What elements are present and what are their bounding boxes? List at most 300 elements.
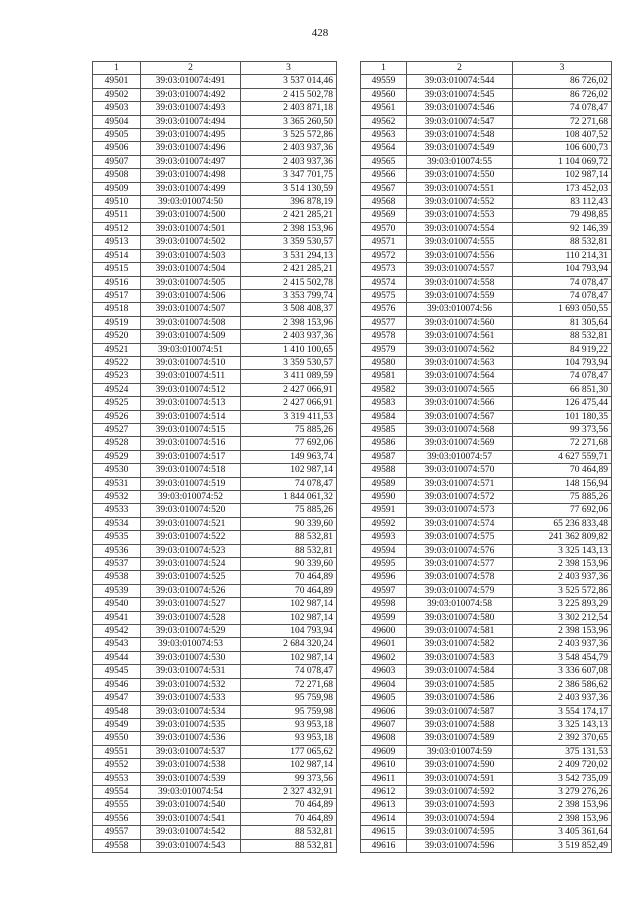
column-number-row	[361, 62, 612, 75]
column-number: 2	[407, 62, 513, 75]
table-row	[361, 356, 612, 369]
table-row	[361, 598, 612, 611]
table-row	[93, 799, 337, 812]
row-number: 49566	[361, 169, 407, 182]
table-row	[361, 491, 612, 504]
row-number: 49570	[361, 222, 407, 235]
cadastral-number: 39:03:010074:522	[141, 531, 241, 544]
cadastral-value: 3 411 089,59	[241, 370, 337, 383]
cadastral-value: 3 336 607,08	[513, 665, 612, 678]
cadastral-number: 39:03:010074:577	[407, 558, 513, 571]
cadastral-number: 39:03:010074:541	[141, 812, 241, 825]
row-number: 49562	[361, 115, 407, 128]
cadastral-number: 39:03:010074:512	[141, 383, 241, 396]
cadastral-number: 39:03:010074:534	[141, 705, 241, 718]
cadastral-value: 3 347 701,75	[241, 169, 337, 182]
cadastral-number: 39:03:010074:575	[407, 531, 513, 544]
cadastral-number: 39:03:010074:579	[407, 584, 513, 597]
row-number: 49575	[361, 289, 407, 302]
cadastral-value: 84 919,22	[513, 343, 612, 356]
row-number: 49564	[361, 142, 407, 155]
cadastral-number: 39:03:010074:537	[141, 745, 241, 758]
row-number: 49513	[93, 236, 141, 249]
table-row	[361, 785, 612, 798]
row-number: 49511	[93, 209, 141, 222]
row-number: 49519	[93, 316, 141, 329]
cadastral-number: 39:03:010074:535	[141, 718, 241, 731]
cadastral-number: 39:03:010074:588	[407, 718, 513, 731]
cadastral-value: 75 885,26	[513, 491, 612, 504]
row-number: 49573	[361, 263, 407, 276]
cadastral-value: 79 498,85	[513, 209, 612, 222]
cadastral-number: 39:03:010074:503	[141, 249, 241, 262]
row-number: 49609	[361, 745, 407, 758]
cadastral-number: 39:03:010074:540	[141, 799, 241, 812]
cadastral-value: 70 464,89	[241, 812, 337, 825]
cadastral-value: 81 305,64	[513, 316, 612, 329]
cadastral-value: 88 532,81	[241, 826, 337, 839]
table-row	[361, 236, 612, 249]
cadastral-number: 39:03:010074:538	[141, 759, 241, 772]
cadastral-number: 39:03:010074:55	[407, 155, 513, 168]
cadastral-number: 39:03:010074:529	[141, 625, 241, 638]
row-number: 49590	[361, 491, 407, 504]
cadastral-number: 39:03:010074:589	[407, 732, 513, 745]
table-row	[361, 75, 612, 88]
cadastral-value: 2 403 937,36	[241, 142, 337, 155]
cadastral-value: 104 793,94	[513, 356, 612, 369]
row-number: 49531	[93, 477, 141, 490]
row-number: 49567	[361, 182, 407, 195]
cadastral-number: 39:03:010074:50	[141, 196, 241, 209]
row-number: 49518	[93, 303, 141, 316]
row-number: 49547	[93, 692, 141, 705]
table-row	[93, 423, 337, 436]
cadastral-value: 2 398 153,96	[241, 316, 337, 329]
row-number: 49578	[361, 330, 407, 343]
row-number: 49506	[93, 142, 141, 155]
row-number: 49580	[361, 356, 407, 369]
cadastral-number: 39:03:010074:572	[407, 491, 513, 504]
table-row	[361, 759, 612, 772]
cadastral-value: 3 279 276,26	[513, 785, 612, 798]
cadastral-value: 2 398 153,96	[513, 812, 612, 825]
row-number: 49533	[93, 504, 141, 517]
cadastral-value: 75 885,26	[241, 504, 337, 517]
table-row	[361, 772, 612, 785]
cadastral-value: 3 325 143,13	[513, 544, 612, 557]
row-number: 49524	[93, 383, 141, 396]
cadastral-number: 39:03:010074:510	[141, 356, 241, 369]
row-number: 49530	[93, 464, 141, 477]
row-number: 49588	[361, 464, 407, 477]
row-number: 49556	[93, 812, 141, 825]
cadastral-value: 2 427 066,91	[241, 383, 337, 396]
cadastral-number: 39:03:010074:513	[141, 397, 241, 410]
cadastral-number: 39:03:010074:571	[407, 477, 513, 490]
table-row	[93, 611, 337, 624]
table-row	[361, 102, 612, 115]
cadastral-number: 39:03:010074:539	[141, 772, 241, 785]
table-row	[361, 343, 612, 356]
table-row	[361, 745, 612, 758]
row-number: 49585	[361, 423, 407, 436]
table-row	[93, 638, 337, 651]
cadastral-number: 39:03:010074:546	[407, 102, 513, 115]
cadastral-value: 102 987,14	[513, 169, 612, 182]
cadastral-number: 39:03:010074:585	[407, 678, 513, 691]
cadastral-value: 2 392 370,65	[513, 732, 612, 745]
table-row	[361, 383, 612, 396]
cadastral-number: 39:03:010074:594	[407, 812, 513, 825]
cadastral-value: 90 339,60	[241, 517, 337, 530]
cadastral-value: 3 325 143,13	[513, 718, 612, 731]
table-row	[93, 705, 337, 718]
cadastral-value: 74 078,47	[241, 665, 337, 678]
row-number: 49546	[93, 678, 141, 691]
row-number: 49528	[93, 437, 141, 450]
cadastral-number: 39:03:010074:553	[407, 209, 513, 222]
row-number: 49539	[93, 584, 141, 597]
row-number: 49527	[93, 423, 141, 436]
cadastral-number: 39:03:010074:582	[407, 638, 513, 651]
table-row	[361, 625, 612, 638]
cadastral-value: 3 302 212,54	[513, 611, 612, 624]
row-number: 49543	[93, 638, 141, 651]
table-row	[93, 289, 337, 302]
cadastral-value: 2 415 502,78	[241, 276, 337, 289]
row-number: 49520	[93, 330, 141, 343]
table-row	[361, 705, 612, 718]
row-number: 49548	[93, 705, 141, 718]
table-row	[361, 142, 612, 155]
cadastral-value: 173 452,03	[513, 182, 612, 195]
cadastral-number: 39:03:010074:511	[141, 370, 241, 383]
row-number: 49549	[93, 718, 141, 731]
row-number: 49602	[361, 651, 407, 664]
cadastral-value: 74 078,47	[513, 102, 612, 115]
cadastral-number: 39:03:010074:492	[141, 88, 241, 101]
row-number: 49510	[93, 196, 141, 209]
cadastral-value: 86 726,02	[513, 88, 612, 101]
cadastral-value: 110 214,31	[513, 249, 612, 262]
cadastral-number: 39:03:010074:567	[407, 410, 513, 423]
cadastral-number: 39:03:010074:558	[407, 276, 513, 289]
table-row	[93, 826, 337, 839]
table-row	[93, 692, 337, 705]
cadastral-value: 95 759,98	[241, 692, 337, 705]
cadastral-number: 39:03:010074:53	[141, 638, 241, 651]
cadastral-number: 39:03:010074:552	[407, 196, 513, 209]
row-number: 49501	[93, 75, 141, 88]
cadastral-number: 39:03:010074:570	[407, 464, 513, 477]
row-number: 49512	[93, 222, 141, 235]
table-row	[361, 397, 612, 410]
cadastral-value: 2 403 937,36	[513, 692, 612, 705]
cadastral-number: 39:03:010074:497	[141, 155, 241, 168]
cadastral-number: 39:03:010074:520	[141, 504, 241, 517]
cadastral-number: 39:03:010074:531	[141, 665, 241, 678]
row-number: 49521	[93, 343, 141, 356]
cadastral-value: 3 353 799,74	[241, 289, 337, 302]
cadastral-value: 3 514 130,59	[241, 182, 337, 195]
cadastral-number: 39:03:010074:550	[407, 169, 513, 182]
cadastral-value: 88 532,81	[513, 236, 612, 249]
row-number: 49553	[93, 772, 141, 785]
table-row	[361, 182, 612, 195]
row-number: 49613	[361, 799, 407, 812]
cadastral-number: 39:03:010074:509	[141, 330, 241, 343]
cadastral-value: 2 427 066,91	[241, 397, 337, 410]
cadastral-value: 3 525 572,86	[241, 129, 337, 142]
row-number: 49542	[93, 625, 141, 638]
row-number: 49582	[361, 383, 407, 396]
table-row	[93, 491, 337, 504]
cadastral-value: 74 078,47	[513, 289, 612, 302]
table-row	[93, 182, 337, 195]
cadastral-value: 3 365 260,50	[241, 115, 337, 128]
table-row	[93, 504, 337, 517]
cadastral-number: 39:03:010074:508	[141, 316, 241, 329]
row-number: 49574	[361, 276, 407, 289]
row-number: 49559	[361, 75, 407, 88]
cadastral-value: 70 464,89	[241, 584, 337, 597]
row-number: 49526	[93, 410, 141, 423]
table-row	[93, 772, 337, 785]
cadastral-value: 92 146,39	[513, 222, 612, 235]
cadastral-number: 39:03:010074:507	[141, 303, 241, 316]
cadastral-value: 83 112,43	[513, 196, 612, 209]
cadastral-value: 102 987,14	[241, 464, 337, 477]
table-row	[361, 812, 612, 825]
cadastral-number: 39:03:010074:523	[141, 544, 241, 557]
row-number: 49584	[361, 410, 407, 423]
cadastral-value: 86 726,02	[513, 75, 612, 88]
table-row	[93, 129, 337, 142]
row-number: 49561	[361, 102, 407, 115]
cadastral-number: 39:03:010074:568	[407, 423, 513, 436]
cadastral-value: 75 885,26	[241, 423, 337, 436]
table-row	[93, 732, 337, 745]
cadastral-value: 88 532,81	[241, 531, 337, 544]
table-row	[93, 330, 337, 343]
cadastral-value: 3 531 294,13	[241, 249, 337, 262]
table-row	[361, 196, 612, 209]
table-row	[93, 209, 337, 222]
table-row	[361, 839, 612, 852]
table-row	[361, 222, 612, 235]
row-number: 49551	[93, 745, 141, 758]
cadastral-value: 241 362 809,82	[513, 531, 612, 544]
cadastral-number: 39:03:010074:521	[141, 517, 241, 530]
table-row	[93, 450, 337, 463]
table-row	[93, 598, 337, 611]
cadastral-number: 39:03:010074:495	[141, 129, 241, 142]
table-row	[93, 517, 337, 530]
table-row	[361, 450, 612, 463]
row-number: 49616	[361, 839, 407, 852]
table-row	[93, 75, 337, 88]
column-number: 3	[513, 62, 612, 75]
cadastral-value: 99 373,56	[513, 423, 612, 436]
cadastral-number: 39:03:010074:580	[407, 611, 513, 624]
cadastral-value: 1 844 061,32	[241, 491, 337, 504]
row-number: 49541	[93, 611, 141, 624]
cadastral-number: 39:03:010074:559	[407, 289, 513, 302]
cadastral-value: 99 373,56	[241, 772, 337, 785]
cadastral-value: 88 532,81	[241, 544, 337, 557]
row-number: 49589	[361, 477, 407, 490]
table-row	[361, 209, 612, 222]
row-number: 49598	[361, 598, 407, 611]
row-number: 49550	[93, 732, 141, 745]
cadastral-value: 104 793,94	[241, 625, 337, 638]
cadastral-number: 39:03:010074:548	[407, 129, 513, 142]
row-number: 49571	[361, 236, 407, 249]
row-number: 49572	[361, 249, 407, 262]
cadastral-value: 2 421 285,21	[241, 209, 337, 222]
table-row	[361, 504, 612, 517]
cadastral-value: 72 271,68	[241, 678, 337, 691]
cadastral-number: 39:03:010074:565	[407, 383, 513, 396]
table-row	[361, 169, 612, 182]
cadastral-number: 39:03:010074:549	[407, 142, 513, 155]
table-row	[361, 115, 612, 128]
cadastral-number: 39:03:010074:516	[141, 437, 241, 450]
row-number: 49583	[361, 397, 407, 410]
row-number: 49587	[361, 450, 407, 463]
row-number: 49516	[93, 276, 141, 289]
cadastral-number: 39:03:010074:561	[407, 330, 513, 343]
cadastral-value: 104 793,94	[513, 263, 612, 276]
cadastral-value: 148 156,94	[513, 477, 612, 490]
table-row	[93, 316, 337, 329]
table-row	[361, 571, 612, 584]
cadastral-value: 396 878,19	[241, 196, 337, 209]
row-number: 49554	[93, 785, 141, 798]
cadastral-value: 74 078,47	[241, 477, 337, 490]
row-number: 49599	[361, 611, 407, 624]
cadastral-number: 39:03:010074:514	[141, 410, 241, 423]
row-number: 49586	[361, 437, 407, 450]
cadastral-number: 39:03:010074:574	[407, 517, 513, 530]
row-number: 49535	[93, 531, 141, 544]
cadastral-value: 106 600,73	[513, 142, 612, 155]
cadastral-value: 101 180,35	[513, 410, 612, 423]
table-row	[93, 102, 337, 115]
table-row	[93, 437, 337, 450]
row-number: 49569	[361, 209, 407, 222]
table-row	[93, 249, 337, 262]
row-number: 49517	[93, 289, 141, 302]
cadastral-number: 39:03:010074:573	[407, 504, 513, 517]
cadastral-value: 102 987,14	[241, 611, 337, 624]
cadastral-value: 2 386 586,62	[513, 678, 612, 691]
cadastral-value: 70 464,89	[513, 464, 612, 477]
table-row	[361, 330, 612, 343]
row-number: 49523	[93, 370, 141, 383]
page-number: 428	[311, 27, 329, 39]
cadastral-number: 39:03:010074:555	[407, 236, 513, 249]
table-row	[93, 651, 337, 664]
cadastral-number: 39:03:010074:562	[407, 343, 513, 356]
cadastral-value: 2 398 153,96	[513, 625, 612, 638]
row-number: 49591	[361, 504, 407, 517]
table-row	[361, 316, 612, 329]
cadastral-value: 3 525 572,86	[513, 584, 612, 597]
row-number: 49522	[93, 356, 141, 369]
cadastral-number: 39:03:010074:518	[141, 464, 241, 477]
table-row	[93, 839, 337, 852]
table-row	[361, 437, 612, 450]
table-row	[93, 718, 337, 731]
cadastral-number: 39:03:010074:581	[407, 625, 513, 638]
row-number: 49563	[361, 129, 407, 142]
cadastral-number: 39:03:010074:502	[141, 236, 241, 249]
row-number: 49565	[361, 155, 407, 168]
cadastral-number: 39:03:010074:506	[141, 289, 241, 302]
table-row	[361, 410, 612, 423]
cadastral-number: 39:03:010074:501	[141, 222, 241, 235]
table-row	[361, 423, 612, 436]
cadastral-value: 2 684 320,24	[241, 638, 337, 651]
table-row	[361, 718, 612, 731]
cadastral-number: 39:03:010074:491	[141, 75, 241, 88]
row-number: 49594	[361, 544, 407, 557]
row-number: 49579	[361, 343, 407, 356]
row-number: 49601	[361, 638, 407, 651]
cadastral-number: 39:03:010074:500	[141, 209, 241, 222]
row-number: 49555	[93, 799, 141, 812]
cadastral-number: 39:03:010074:583	[407, 651, 513, 664]
table-row	[93, 222, 337, 235]
row-number: 49603	[361, 665, 407, 678]
cadastral-value: 149 963,74	[241, 450, 337, 463]
table-row	[361, 651, 612, 664]
cadastral-value: 70 464,89	[241, 799, 337, 812]
registry-table-right	[360, 61, 612, 853]
cadastral-value: 93 953,18	[241, 732, 337, 745]
row-number: 49557	[93, 826, 141, 839]
cadastral-number: 39:03:010074:58	[407, 598, 513, 611]
row-number: 49514	[93, 249, 141, 262]
row-number: 49525	[93, 397, 141, 410]
cadastral-number: 39:03:010074:530	[141, 651, 241, 664]
table-row	[361, 611, 612, 624]
cadastral-number: 39:03:010074:586	[407, 692, 513, 705]
table-row	[93, 343, 337, 356]
cadastral-number: 39:03:010074:533	[141, 692, 241, 705]
cadastral-value: 2 403 937,36	[513, 638, 612, 651]
cadastral-number: 39:03:010074:544	[407, 75, 513, 88]
cadastral-number: 39:03:010074:576	[407, 544, 513, 557]
cadastral-number: 39:03:010074:532	[141, 678, 241, 691]
cadastral-value: 3 225 893,29	[513, 598, 612, 611]
row-number: 49606	[361, 705, 407, 718]
cadastral-value: 2 415 502,78	[241, 88, 337, 101]
column-number-row	[93, 62, 337, 75]
table-row	[93, 155, 337, 168]
cadastral-number: 39:03:010074:56	[407, 303, 513, 316]
cadastral-number: 39:03:010074:494	[141, 115, 241, 128]
row-number: 49593	[361, 531, 407, 544]
table-row	[93, 142, 337, 155]
column-number: 2	[141, 62, 241, 75]
table-row	[361, 678, 612, 691]
row-number: 49600	[361, 625, 407, 638]
table-row	[361, 732, 612, 745]
table-row	[361, 584, 612, 597]
